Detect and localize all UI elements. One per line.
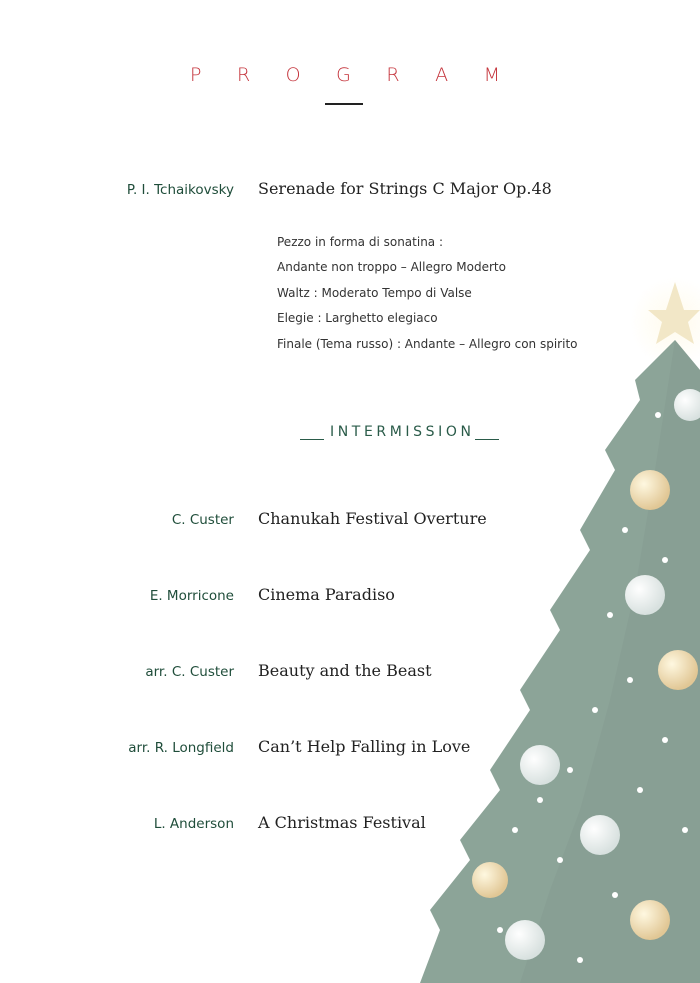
title-letter: P [190, 64, 202, 86]
composer-name: P. I. Tchaikovsky [126, 182, 234, 198]
piece-title: Serenade for Strings C Major Op.48 [258, 179, 552, 198]
composer-name: C. Custer [171, 512, 234, 528]
composer-name: arr. C. Custer [145, 664, 234, 680]
intermission-heading [300, 424, 499, 440]
composer-name: arr. R. Longfield [128, 740, 234, 756]
title-underline [325, 103, 363, 105]
intermission-rule-right [475, 425, 499, 440]
movement-item: Pezzo in forma di sonatina : [277, 235, 444, 249]
movement-list [277, 233, 578, 360]
intermission-label: INTERMISSION [330, 424, 475, 440]
piece-title: Beauty and the Beast [258, 661, 432, 680]
title-letter: O [285, 64, 301, 86]
title-letter: A [435, 64, 449, 86]
piece-title: Chanukah Festival Overture [258, 509, 487, 528]
title-letter: G [336, 64, 351, 86]
title-letter: R [386, 64, 400, 86]
program-title [190, 64, 500, 86]
piece-title: A Christmas Festival [258, 813, 426, 832]
christmas-tree-icon [400, 270, 700, 983]
intermission-rule-left [300, 425, 324, 440]
composer-name: E. Morricone [149, 588, 234, 604]
movement-item: Waltz : Moderato Tempo di Valse [277, 285, 472, 300]
movement-item: Finale (Tema russo) : Andante – Allegro con spirito [277, 336, 578, 351]
movement-item: Elegie : Larghetto elegiaco [277, 311, 438, 326]
movement-item: Andante non troppo – Allegro Moderto [277, 260, 506, 275]
piece-title: Cinema Paradiso [258, 585, 395, 604]
piece-title: Can’t Help Falling in Love [258, 737, 471, 756]
title-letter: M [483, 64, 500, 86]
composer-name: L. Anderson [153, 816, 234, 832]
title-letter: R [236, 64, 251, 86]
